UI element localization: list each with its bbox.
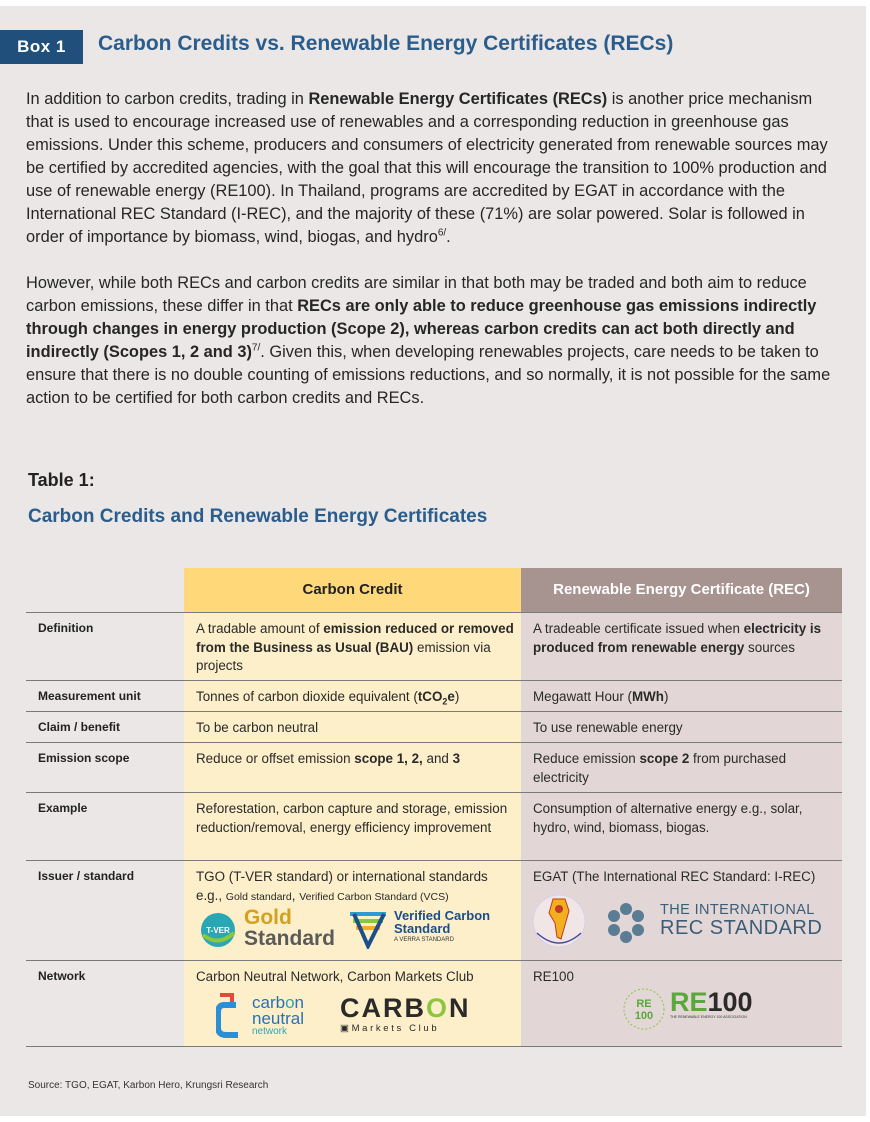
table-row-issuer — [26, 860, 842, 960]
row-label: Definition — [38, 621, 94, 635]
vcs-logo: Verified Carbon Standard A VERRA STANDARD — [394, 908, 491, 943]
irec-flower-icon — [604, 901, 648, 950]
cell-rec-example: Consumption of alternative energy e.g., solar, hydro, wind, biomass, biogas. — [533, 801, 803, 835]
row-label: Claim / benefit — [38, 720, 121, 734]
re100-badge-icon — [622, 987, 666, 1036]
cell-cc-claim: To be carbon neutral — [196, 720, 319, 735]
table-bottom-rule — [26, 1046, 842, 1047]
paragraph-1: In addition to carbon credits, trading in Renewable Energy Certificates (RECs) is another price mechanism that is used to encourage increased use of renewables and a corresponding reduction in greenhouse gas emissions. Under this scheme, producers and consumers of electricity generated from renewable sources may be certified by accredited agencies, with the goal that this will encourage the transition to 100% production and use of renewable energy (RE100). In Thailand, programs are accredited by EGAT in accordance with the International REC Standard (I-REC), and the majority of these (71%) are solar powered. Solar is followed in order of importance by biomass, wind, biogas, and hydro$^{6/}$. — [26, 90, 828, 246]
carbon-neutral-icon — [216, 991, 244, 1044]
cell-cc-definition: A tradable amount of emission reduced or removed from the Business as Usual (BAU) emission via projects — [196, 621, 514, 673]
header-carbon-credit: Carbon Credit — [184, 568, 521, 612]
row-label: Measurement unit — [38, 689, 141, 703]
cell-rec-definition: A tradeable certificate issued when electricity is produced from renewable energy sources — [533, 621, 822, 655]
header-rec: Renewable Energy Certificate (REC) — [521, 568, 842, 612]
table-row-example — [26, 792, 842, 860]
table-title: Carbon Credits and Renewable Energy Certificates — [28, 506, 488, 527]
carbon-neutral-logo: carbon neutral network — [252, 993, 305, 1038]
svg-text:T-VER: T-VER — [206, 926, 230, 935]
svg-text:100: 100 — [634, 1010, 654, 1022]
vcs-checkmark-icon — [348, 911, 388, 954]
egat-seal-logo — [531, 891, 587, 958]
box-tag: Box 1 — [0, 30, 83, 64]
cell-rec-network: RE100 — [533, 969, 574, 984]
cell-rec-issuer: EGAT (The International REC Standard: I-REC) — [533, 869, 816, 884]
table-row-network — [26, 960, 842, 1046]
svg-text:RE: RE — [636, 998, 652, 1010]
source-note: Source: TGO, EGAT, Karbon Hero, Krungsri Research — [28, 1080, 269, 1091]
table-label: Table 1: — [28, 470, 95, 490]
cell-rec-scope: Reduce emission scope 2 from purchased electricity — [533, 751, 787, 785]
header-empty-cell — [26, 568, 184, 612]
paragraph-2: However, while both RECs and carbon credits are similar in that both may be traded and both aim to reduce carbon emissions, these differ in that RECs are only able to reduce greenhouse gas emissions indirectly through changes in energy production (Scope 2), whereas carbon credits can act both directly and indirectly (Scopes 1, 2 and 3)$^{7/}$. Given this, when developing renewables projects, care needs to be taken to ensure that there is no double counting of emissions reductions, and so normally, it is not possible for the same action to be certified for both carbon credits and RECs. — [26, 274, 831, 407]
cell-cc-issuer: TGO (T-VER standard) or international standards e.g., Gold standard, Verified Carbon Standard (VCS) — [196, 869, 488, 903]
cell-rec-unit: Megawatt Hour (MWh) — [533, 689, 669, 704]
gold-standard-logo: Gold Standard — [244, 906, 336, 950]
table-row-scope — [26, 742, 842, 792]
cell-rec-claim: To use renewable energy — [533, 720, 683, 735]
carbon-markets-club-logo: CARBON ▣ M a r k e t s C l u b — [340, 993, 471, 1034]
irec-logo: THE INTERNATIONAL REC STANDARD — [660, 902, 823, 939]
cell-cc-network: Carbon Neutral Network, Carbon Markets Club — [196, 969, 474, 984]
row-label: Example — [38, 801, 88, 815]
cell-cc-scope: Reduce or offset emission scope 1, 2, and 3 — [196, 751, 461, 766]
row-label: Network — [38, 969, 86, 983]
row-label: Issuer / standard — [38, 869, 135, 883]
table-row-unit — [26, 680, 842, 711]
table-row-definition — [26, 612, 842, 680]
row-label: Emission scope — [38, 751, 130, 765]
table-row-claim — [26, 711, 842, 742]
tver-logo — [198, 911, 242, 954]
box-title: Carbon Credits vs. Renewable Energy Certificates (RECs) — [98, 32, 674, 55]
re100-logo: RE100 THE RENEWABLE ENERGY 100 ASSOCIATION — [670, 987, 753, 1019]
cell-cc-unit: Tonnes of carbon dioxide equivalent (tCO$_2$e) — [196, 689, 460, 707]
cell-cc-example: Reforestation, carbon capture and storage, emission reduction/removal, energy efficiency improvement — [196, 801, 508, 835]
